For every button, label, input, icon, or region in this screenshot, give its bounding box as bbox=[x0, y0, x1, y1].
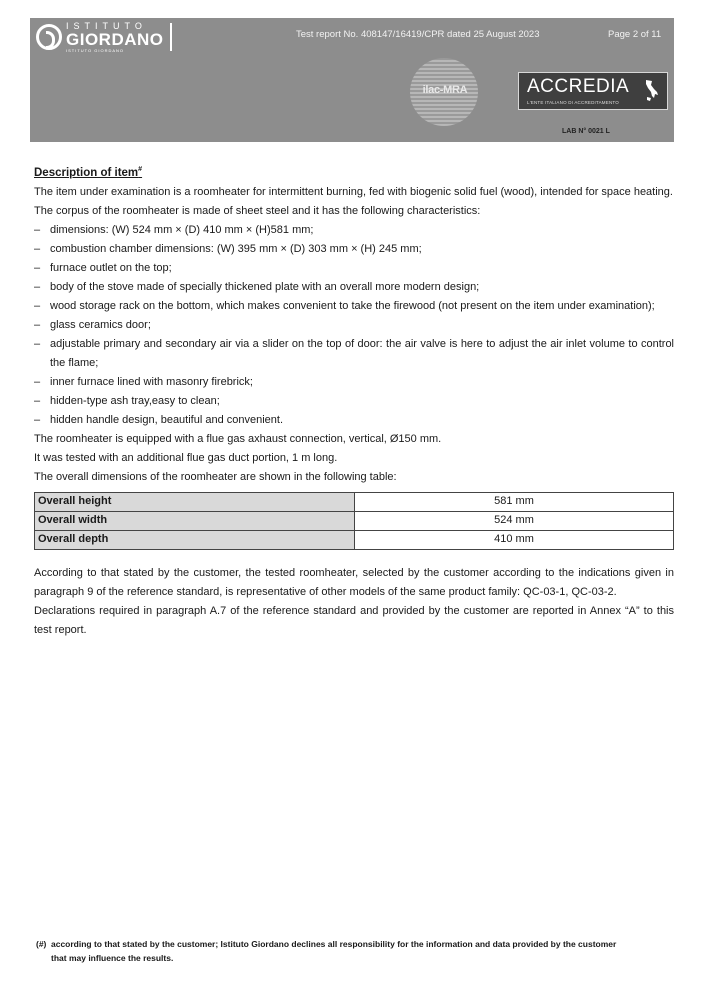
logo-main-text: GIORDANO bbox=[66, 29, 164, 49]
footnote-mark: (#) bbox=[36, 939, 47, 949]
table-row bbox=[35, 511, 674, 530]
footnote-line-1: according to that stated by the customer; Istituto Giordano declines all responsibility for the information and data provided by the customer bbox=[51, 939, 617, 949]
list-item: – wood storage rack on the bottom, which makes convenient to take the firewood (not present on the item under examination); bbox=[34, 297, 674, 316]
flue-paragraph: The roomheater is equipped with a flue gas axhaust connection, vertical, Ø150 mm. bbox=[34, 432, 442, 445]
accredia-subtitle: L'ENTE ITALIANO DI ACCREDITAMENTO bbox=[527, 100, 619, 105]
lab-number: LAB N° 0021 L bbox=[562, 128, 610, 135]
list-item: – body of the stove made of specially thickened plate with an overall more modern design; bbox=[34, 278, 674, 297]
list-item: – hidden-type ash tray,easy to clean; bbox=[34, 392, 674, 411]
document-body bbox=[34, 160, 674, 640]
list-item: – combustion chamber dimensions: (W) 395 mm × (D) 303 mm × (H) 245 mm; bbox=[34, 240, 674, 259]
list-item: – glass ceramics door; bbox=[34, 316, 674, 335]
table-row-label: Overall width bbox=[35, 511, 355, 530]
feature-list bbox=[34, 221, 674, 430]
footnote bbox=[36, 937, 676, 965]
page-number: Page 2 of 11 bbox=[608, 29, 662, 40]
istituto-giordano-logo bbox=[36, 22, 172, 52]
table-row-label: Overall depth bbox=[35, 530, 355, 549]
list-item: – furnace outlet on the top; bbox=[34, 259, 674, 278]
corpus-paragraph: The corpus of the roomheater is made of sheet steel and it has the following characteristics: bbox=[34, 204, 481, 217]
accredia-logo bbox=[518, 72, 668, 110]
footnote-line-2: that may influence the results. bbox=[51, 953, 174, 963]
header-band bbox=[30, 18, 674, 142]
logo-divider bbox=[170, 23, 172, 51]
accredia-name: ACCREDIA bbox=[527, 76, 630, 97]
giordano-logo-icon bbox=[36, 24, 62, 50]
ilac-mra-label: ilac-MRA bbox=[422, 84, 468, 96]
list-item: – hidden handle design, beautiful and convenient. bbox=[34, 411, 674, 430]
table-intro-paragraph: The overall dimensions of the roomheater are shown in the following table: bbox=[34, 470, 397, 483]
table-row-value: 410 mm bbox=[355, 530, 674, 549]
intro-paragraph: The item under examination is a roomheater for intermittent burning, fed with biogenic solid fuel (wood), intended for space heating. bbox=[34, 185, 673, 198]
table-row bbox=[35, 492, 674, 511]
table-row bbox=[35, 530, 674, 549]
report-reference: Test report No. 408147/16419/CPR dated 25 August 2023 bbox=[296, 29, 540, 40]
declarations-paragraph: Declarations required in paragraph A.7 of the reference standard and provided by the customer are reported in Annex “A” to this test report. bbox=[34, 604, 674, 636]
representative-paragraph: According to that stated by the customer, the tested roomheater, selected by the customer according to the indications given in paragraph 9 of the reference standard, is representative of other models of the same product family: QC-03-1, QC-03-2. bbox=[34, 566, 674, 598]
list-item: – adjustable primary and secondary air via a slider on the top of door: the air valve is here to adjust the air inlet volume to control the flame; bbox=[34, 335, 674, 373]
tested-paragraph: It was tested with an additional flue gas duct portion, 1 m long. bbox=[34, 451, 338, 464]
table-row-value: 581 mm bbox=[355, 492, 674, 511]
list-item: – inner furnace lined with masonry firebrick; bbox=[34, 373, 674, 392]
table-row-label: Overall height bbox=[35, 492, 355, 511]
logo-sub-text: ISTITUTO GIORDANO bbox=[66, 47, 125, 53]
italy-map-icon bbox=[643, 79, 659, 103]
logo-top-text: ISTITUTO bbox=[66, 20, 147, 31]
section-title: Description of item# bbox=[34, 166, 143, 179]
title-footnote-mark: # bbox=[138, 166, 143, 173]
dimensions-table bbox=[34, 492, 674, 550]
list-item: – dimensions: (W) 524 mm × (D) 410 mm × (H)581 mm; bbox=[34, 221, 674, 240]
table-row-value: 524 mm bbox=[355, 511, 674, 530]
